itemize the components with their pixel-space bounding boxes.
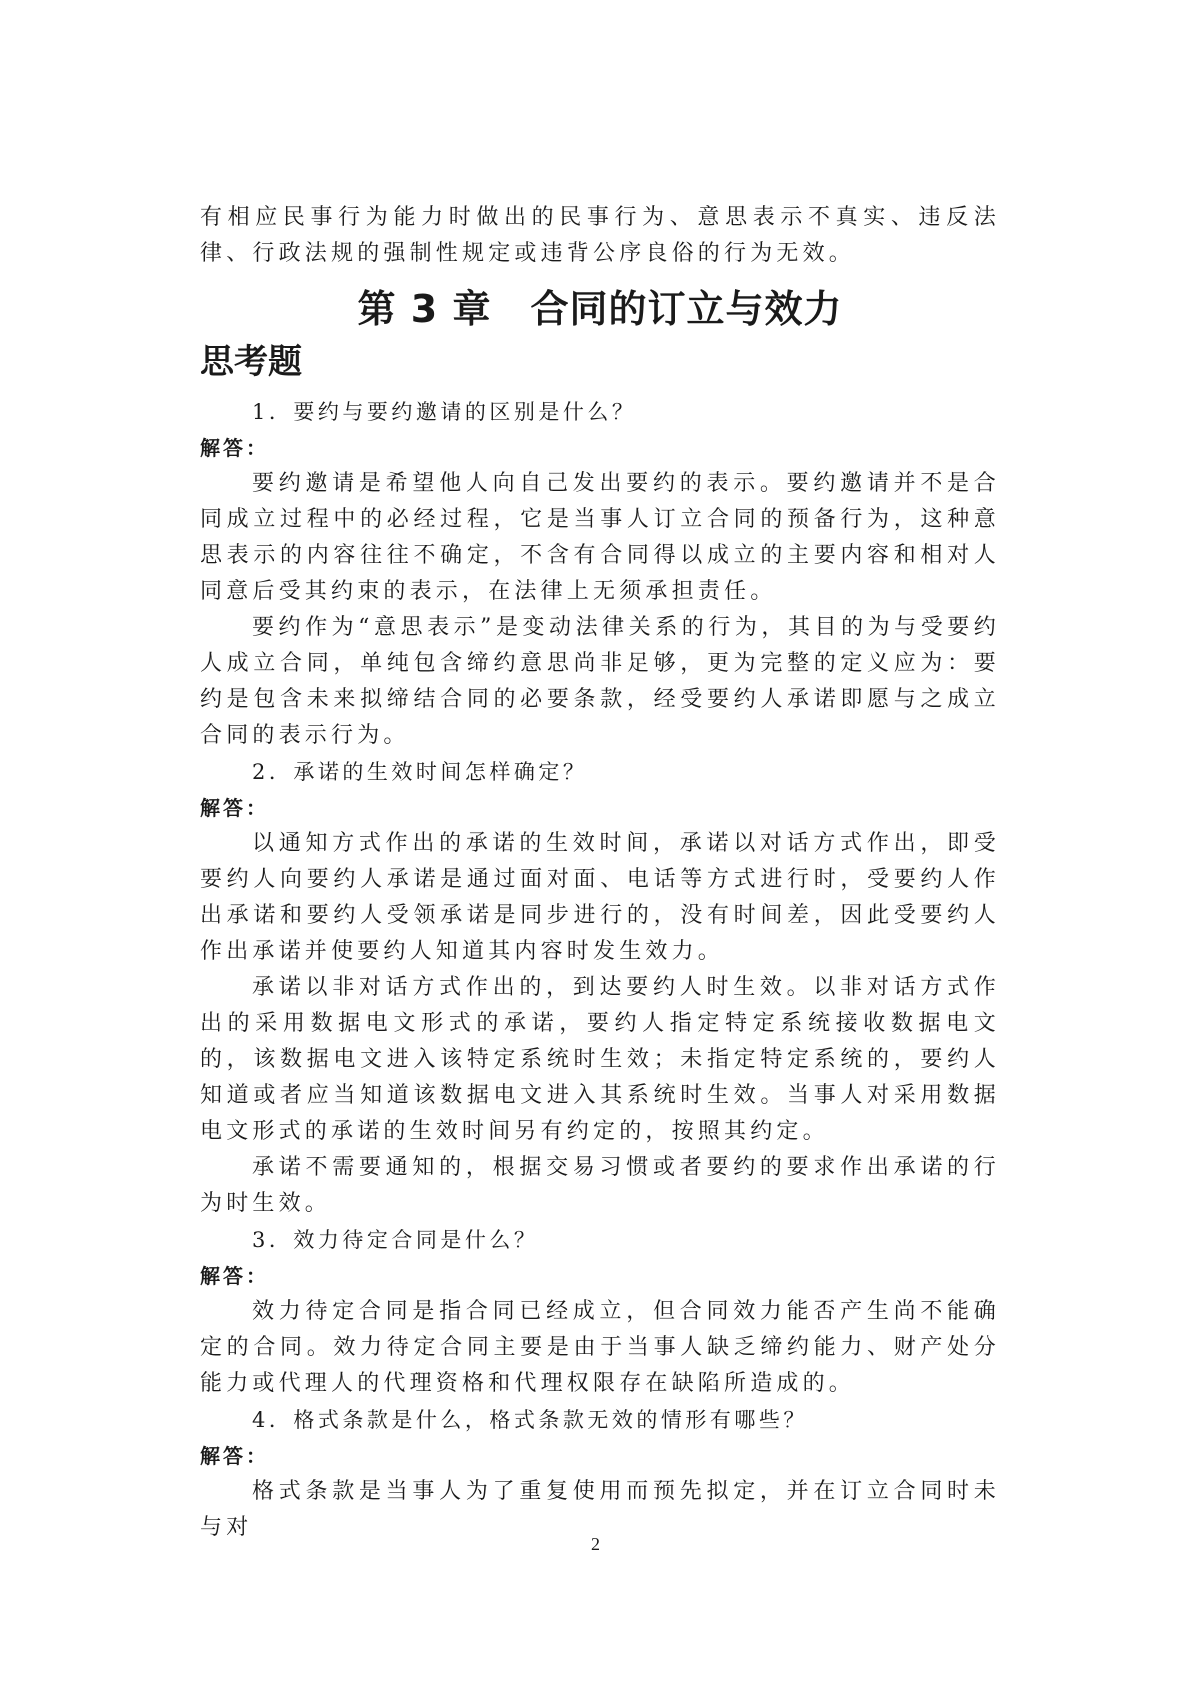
document-page [200, 200, 1000, 1546]
answer-paragraph: 承诺以非对话方式作出的，到达要约人时生效。以非对话方式作出的采用数据电文形式的承诺，要约人指定特定系统接收数据电文的，该数据电文进入该特定系统时生效；未指定特定系统的，要约人知道或者应当知道该数据电文进入其系统时生效。当事人对采用数据电文形式的承诺的生效时间另有约定的，按照其约定。 [200, 975, 1000, 1144]
question-1: 1．要约与要约邀请的区别是什么？ [252, 400, 637, 424]
chapter-title: 第 3 章 合同的订立与效力 [357, 287, 843, 331]
answer-paragraph: 要约邀请是希望他人向自己发出要约的表示。要约邀请并不是合同成立过程中的必经过程，它是当事人订立合同的预备行为，这种意思表示的内容往往不确定，不含有合同得以成立的主要内容和相对人同意后受其约束的表示，在法律上无须承担责任。 [200, 471, 1000, 604]
answer-label: 解答： [200, 1444, 269, 1468]
answer-label: 解答： [200, 1264, 269, 1288]
answer-paragraph: 以通知方式作出的承诺的生效时间，承诺以对话方式作出，即受要约人向要约人承诺是通过面对面、电话等方式进行时，受要约人作出承诺和要约人受领承诺是同步进行的，没有时间差，因此受要约人作出承诺并使要约人知道其内容时发生效力。 [200, 831, 1000, 964]
answer-paragraph: 格式条款是当事人为了重复使用而预先拟定，并在订立合同时未与对 [200, 1479, 1000, 1540]
question-4: 4．格式条款是什么，格式条款无效的情形有哪些？ [252, 1408, 808, 1432]
answer-paragraph: 效力待定合同是指合同已经成立，但合同效力能否产生尚不能确定的合同。效力待定合同主要是由于当事人缺乏缔约能力、财产处分能力或代理人的代理资格和代理权限存在缺陷所造成的。 [200, 1299, 1000, 1396]
answer-paragraph: 承诺不需要通知的，根据交易习惯或者要约的要求作出承诺的行为时生效。 [200, 1155, 1000, 1216]
question-2: 2．承诺的生效时间怎样确定？ [252, 760, 588, 784]
section-title: 思考题 [200, 342, 302, 382]
page-number: 2 [591, 1534, 600, 1554]
answer-label: 解答： [200, 436, 269, 460]
question-3: 3．效力待定合同是什么？ [252, 1228, 539, 1252]
answer-paragraph: 要约作为“意思表示”是变动法律关系的行为，其目的为与受要约人成立合同，单纯包含缔约意思尚非足够，更为完整的定义应为：要约是包含未来拟缔结合同的必要条款，经受要约人承诺即愿与之成立合同的表示行为。 [200, 615, 1000, 748]
answer-label: 解答： [200, 796, 269, 820]
intro-paragraph: 有相应民事行为能力时做出的民事行为、意思表示不真实、违反法律、行政法规的强制性规定或违背公序良俗的行为无效。 [200, 205, 1000, 266]
